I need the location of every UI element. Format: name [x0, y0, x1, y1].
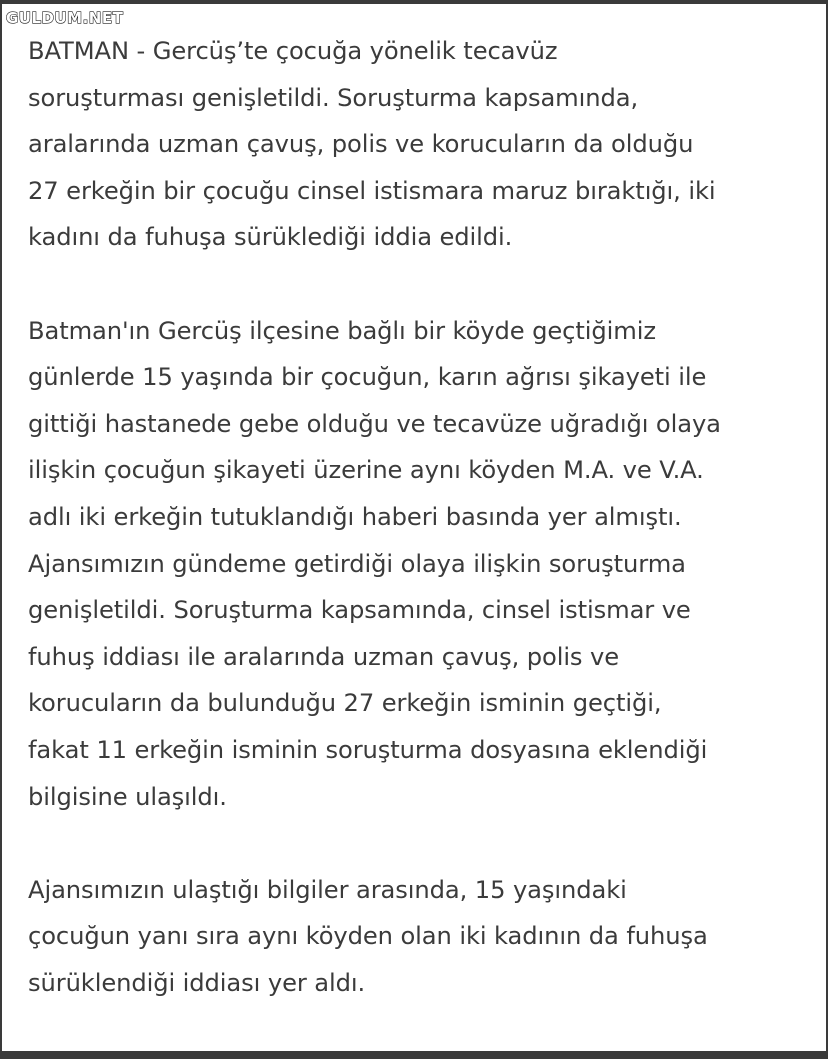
text-line: aralarında uzman çavuş, polis ve korucuların da olduğu [28, 130, 694, 159]
text-line: Ajansımızın gündeme getirdiği olaya ilişkin soruşturma [28, 549, 686, 578]
text-line: Ajansımızın ulaştığı bilgiler arasında, 15 yaşındaki [28, 875, 627, 904]
text-line: gittiği hastanede gebe olduğu ve tecavüze uğradığı olaya [28, 409, 721, 438]
paragraph-2 [28, 308, 820, 821]
paragraph-gap [28, 820, 820, 867]
text-line: BATMAN - Gercüş’te çocuğa yönelik tecavüz [28, 37, 558, 65]
text-line: fuhuş iddiası ile aralarında uzman çavuş, polis ve [28, 642, 620, 671]
text-line: sürüklendiği iddiası yer aldı. [28, 968, 366, 997]
text-line: bilgisine ulaşıldı. [28, 782, 227, 811]
article-body [28, 28, 820, 1006]
paragraph-gap [28, 261, 820, 308]
text-line: korucuların da bulunduğu 27 erkeğin isminin geçtiği, [28, 689, 662, 718]
text-line: ilişkin çocuğun şikayeti üzerine aynı köyden M.A. ve V.A. [28, 456, 704, 485]
text-line: fakat 11 erkeğin isminin soruşturma dosyasına eklendiği [28, 735, 708, 764]
text-line: günlerde 15 yaşında bir çocuğun, karın ağrısı şikayeti ile [28, 363, 707, 392]
text-line: 27 erkeğin bir çocuğu cinsel istismara maruz bıraktığı, iki [28, 176, 716, 205]
text-line: Batman'ın Gercüş ilçesine bağlı bir köyde geçtiğimiz [28, 316, 656, 345]
watermark-logo: GULDUM.NET [6, 9, 124, 27]
document-page [2, 4, 826, 1051]
paragraph-3 [28, 867, 820, 1007]
text-line: kadını da fuhuşa sürüklediği iddia edildi. [28, 223, 513, 252]
text-line: soruşturması genişletildi. Soruşturma kapsamında, [28, 83, 639, 112]
text-line: adlı iki erkeğin tutuklandığı haberi basında yer almıştı. [28, 502, 682, 531]
text-line: çocuğun yanı sıra aynı köyden olan iki kadının da fuhuşa [28, 922, 708, 951]
text-line: genişletildi. Soruşturma kapsamında, cinsel istismar ve [28, 596, 691, 625]
paragraph-1 [28, 28, 820, 261]
